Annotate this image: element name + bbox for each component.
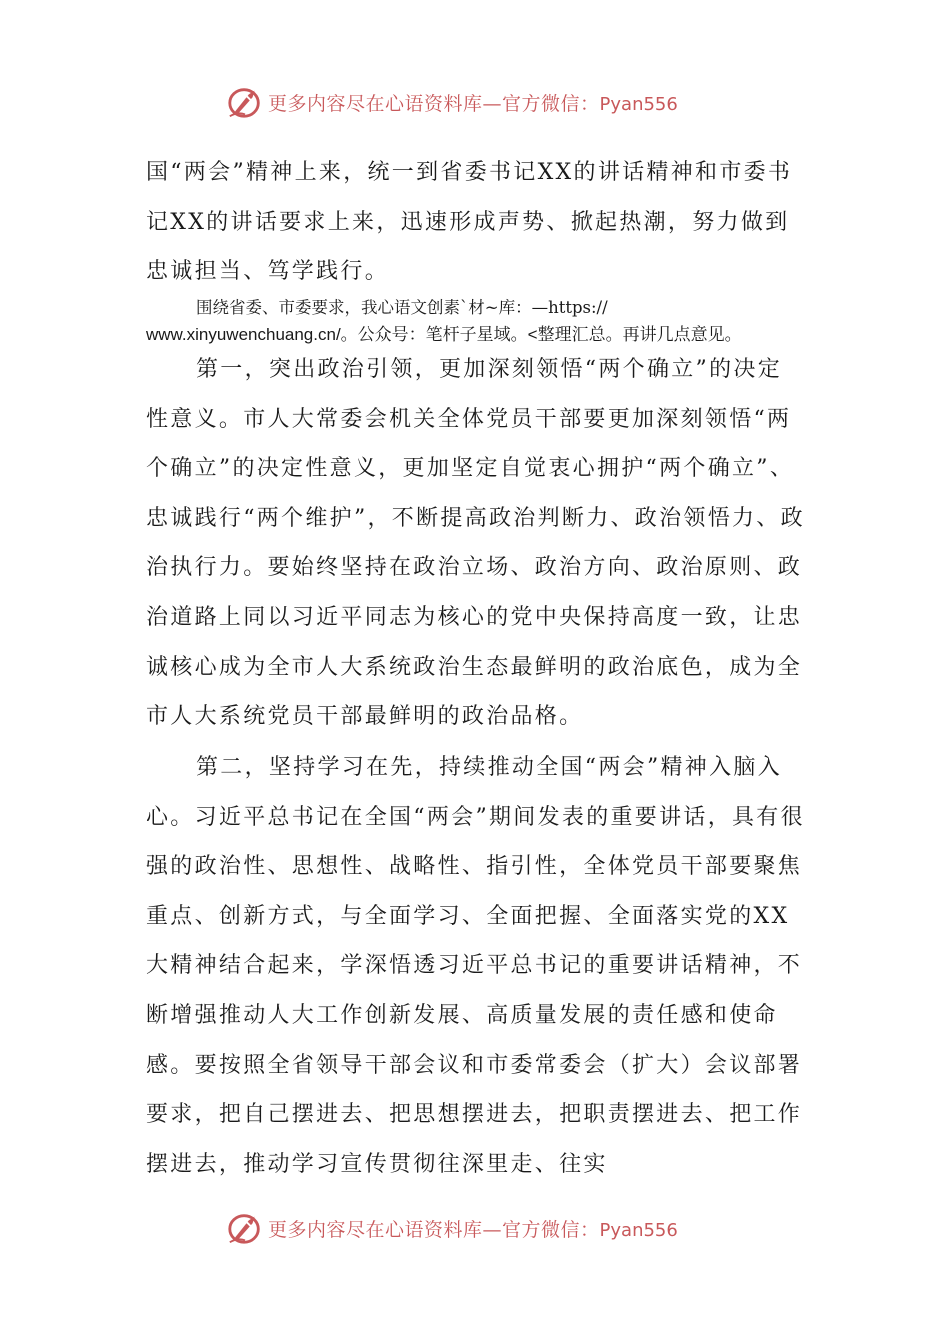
banner-dash: — [482, 1218, 503, 1241]
paragraph-second-point: 第二，坚持学习在先，持续推动全国“两会”精神入脑入心。习近平总书记在全国“两会”期间发表的重要讲话，具有很强的政治性、思想性、战略性、指引性，全体党员干部要聚焦重点、创新方式，与全面学习、全面把握、全面落实党的XX大精神结合起来，学深悟透习近平总书记的重要讲话精神，不断增强推动人大工作创新发展、高质量发展的责任感和使命感。要按照全省领导干部会议和市委常委会（扩大）会议部署要求，把自己摆进去、把思想摆进去，把职责摆进去、把工作摆进去，推动学习宣传贯彻往深里走、往实 [146, 755, 805, 1177]
pen-nib-logo-icon [226, 83, 264, 121]
banner-wechat-label: 官方微信： [502, 1218, 600, 1241]
paragraph-first-point: 第一，突出政治引领，更加深刻领悟“两个确立”的决定性意义。市人大常委会机关全体党员干部要更加深刻领悟“两个确立”的决定性意义，更加坚定自觉衷心拥护“两个确立”、忠诚践行“两个维护”，不断提高政治判断力、政治领悟力、政治执行力。要始终坚持在政治立场、政治方向、政治原则、政治道路上同以习近平同志为核心的党中央保持高度一致，让忠诚核心成为全市人大系统政治生态最鲜明的政治底色，成为全市人大系统党员干部最鲜明的政治品格。 [146, 357, 805, 730]
banner-wechat-label: 官方微信： [502, 92, 600, 115]
banner-cn-text: 更多内容尽在心语资料库 [268, 92, 483, 115]
banner-text [268, 1215, 678, 1242]
source-note-line-2: www.xinyuwenchuang.cn/。公众号：笔杆子星域。<整理汇总。再讲几点意见。 [146, 325, 742, 344]
source-note-line-1: 围绕省委、市委要求，我心语文创素`材~库：—https:// [196, 298, 608, 317]
header-banner [226, 82, 786, 122]
pen-nib-logo-icon [226, 1209, 264, 1247]
banner-wechat-id: Pyan556 [599, 93, 678, 115]
source-note [146, 294, 806, 348]
banner-cn-text: 更多内容尽在心语资料库 [268, 1218, 483, 1241]
banner-dash: — [482, 92, 503, 115]
footer-banner [226, 1208, 786, 1248]
paragraph-continuation: 国“两会”精神上来，统一到省委书记XX的讲话精神和市委书记XX的讲话要求上来，迅速形成声势、掀起热潮，努力做到忠诚担当、笃学践行。 [146, 160, 793, 285]
banner-text [268, 89, 678, 116]
banner-wechat-id: Pyan556 [599, 1219, 678, 1241]
